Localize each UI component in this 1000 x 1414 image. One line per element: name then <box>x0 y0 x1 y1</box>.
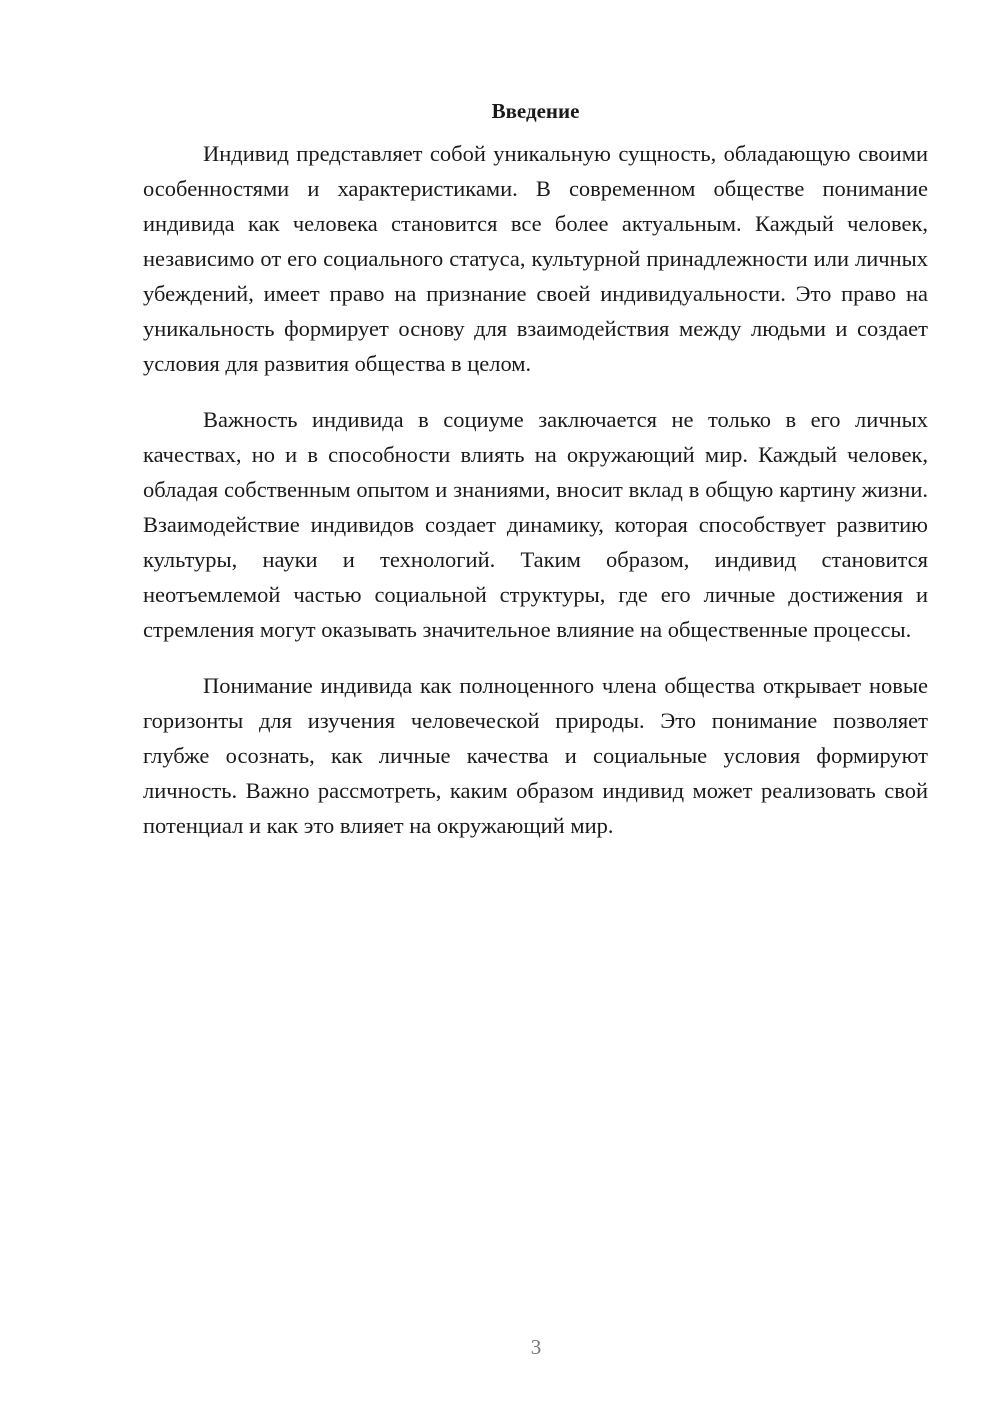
page-number: 3 <box>530 1335 542 1359</box>
page-content <box>143 96 928 864</box>
section-title: Введение <box>491 99 580 123</box>
paragraph-2: Важность индивида в социуме заключается не только в его личных качествах, но и в способности влиять на окружающий мир. Каждый человек, обладая собственным опытом и знаниями, вносит вклад в общую картину жизни. Взаимодействие индивидов создает динамику, которая способствует развитию культуры, науки и технологий. Таким образом, индивид становится неотъемлемой частью социальной структуры, где его личные достижения и стремления могут оказывать значительное влияние на общественные процессы. <box>143 407 928 642</box>
paragraph-3: Понимание индивида как полноценного члена общества открывает новые горизонты для изучения человеческой природы. Это понимание позволяет глубже осознать, как личные качества и социальные условия формируют личность. Важно рассмотреть, каким образом индивид может реализовать свой потенциал и как это влияет на окружающий мир. <box>143 673 928 838</box>
paragraph-1: Индивид представляет собой уникальную сущность, обладающую своими особенностями и характеристиками. В современном обществе понимание индивида как человека становится все более актуальным. Каждый человек, независимо от его социального статуса, культурной принадлежности или личных убеждений, имеет право на признание своей индивидуальности. Это право на уникальность формирует основу для взаимодействия между людьми и создает условия для развития общества в целом. <box>143 141 928 376</box>
